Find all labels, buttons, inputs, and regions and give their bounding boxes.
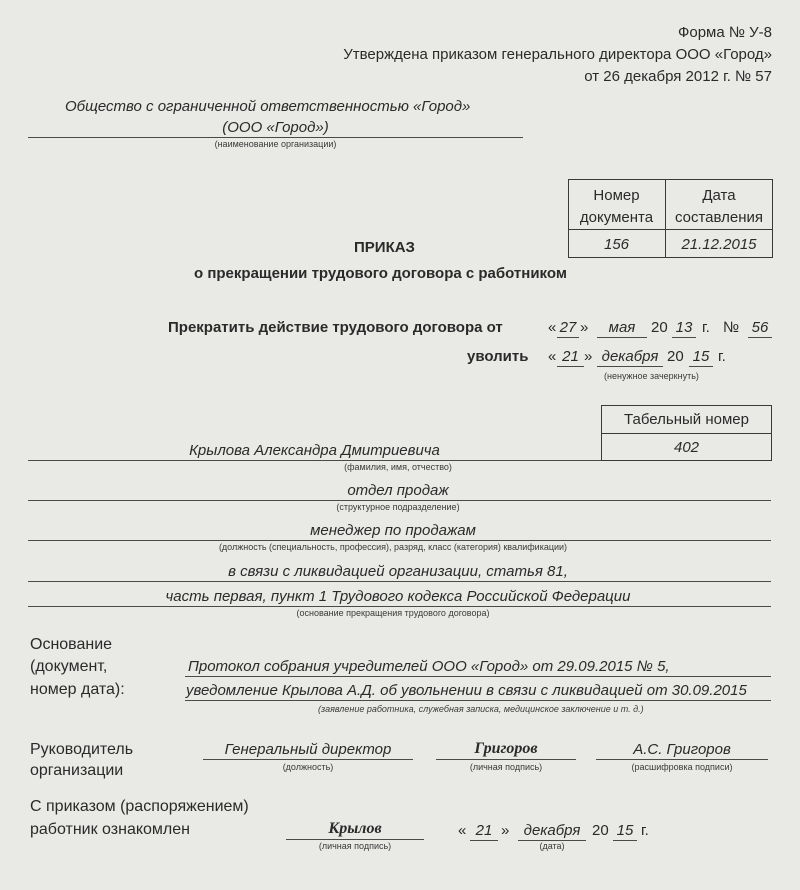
reason-line-2: часть первая, пункт 1 Трудового кодекса Российской Федерации <box>165 588 631 605</box>
employee-name-caption: (фамилия, имя, отчество) <box>344 462 452 472</box>
reason-line-1: в связи с ликвидацией организации, статья 81, <box>228 563 568 580</box>
order-subtitle: о прекращении трудового договора с работником <box>194 265 567 282</box>
approval-date: от 26 декабря 2012 г. № 57 <box>584 68 772 85</box>
doc-date-value: 21.12.2015 <box>681 235 757 253</box>
position-underline <box>28 540 771 541</box>
terminate-month: мая <box>608 319 636 336</box>
terminate-day-underline <box>557 337 579 338</box>
head-decoding-underline <box>596 759 768 760</box>
dismiss-close-quote: » <box>584 348 593 365</box>
basis-label-2: (документ, <box>30 658 108 675</box>
terminate-year-suffix: 13 <box>675 319 693 336</box>
dismiss-open-quote: « <box>548 348 557 365</box>
position-caption: (должность (специальность, профессия), разряд, класс (категория) квалификации) <box>218 542 568 552</box>
department-underline <box>28 500 771 501</box>
ack-month: декабря <box>523 822 581 839</box>
basis-line-1: Протокол собрания учредителей ООО «Город» от 29.09.2015 № 5, <box>188 658 670 675</box>
basis-caption: (заявление работника, служебная записка, медицинское заключение и т. д.) <box>318 704 644 714</box>
ack-open-quote: « <box>458 822 467 839</box>
terminate-label: Прекратить действие трудового договора от <box>168 319 503 336</box>
ack-signature-caption: (личная подпись) <box>318 841 392 851</box>
ack-year-prefix: 20 <box>592 822 609 839</box>
dismiss-month-underline <box>597 366 663 367</box>
ack-close-quote: » <box>501 822 510 839</box>
head-name-decoding: А.С. Григоров <box>633 741 731 758</box>
dismiss-day-underline <box>557 366 584 367</box>
tabel-number-value: 402 <box>673 439 700 456</box>
org-short-name: (ООО «Город») <box>222 119 329 136</box>
head-label-1: Руководитель <box>30 741 134 758</box>
reason-line-1-underline <box>28 581 771 582</box>
ack-signature: Крылов <box>328 820 382 837</box>
order-title: ПРИКАЗ <box>354 239 415 256</box>
ack-year-unit: г. <box>641 822 649 839</box>
org-underline <box>28 137 523 138</box>
doc-date-header-1: Дата <box>702 186 736 204</box>
head-position: Генеральный директор <box>224 741 392 758</box>
basis-line-2-underline <box>185 700 771 701</box>
doc-date-header-2: составления <box>674 208 764 226</box>
terminate-month-underline <box>597 337 647 338</box>
position: менеджер по продажам <box>310 522 476 539</box>
doc-number-header-1: Номер <box>593 186 640 204</box>
ack-day-underline <box>470 840 498 841</box>
doc-number-value: 156 <box>603 235 630 253</box>
approval-text: Утверждена приказом генерального директора ООО «Город» <box>343 46 772 63</box>
terminate-year-prefix: 20 <box>651 319 668 336</box>
ack-label-1: С приказом (распоряжением) <box>30 798 249 815</box>
reason-caption: (основание прекращения трудового договора) <box>296 608 490 618</box>
ack-year-underline <box>613 840 637 841</box>
dismiss-year-underline <box>689 366 713 367</box>
basis-label-1: Основание <box>30 636 113 653</box>
head-signature: Григоров <box>474 740 538 757</box>
terminate-year-unit: г. <box>702 319 710 336</box>
head-label-2: организации <box>30 762 124 779</box>
ack-signature-underline <box>286 839 424 840</box>
basis-label-3: номер дата): <box>30 681 125 698</box>
tabel-number-header: Табельный номер <box>624 411 749 428</box>
dismiss-caption: (ненужное зачеркнуть) <box>604 371 699 381</box>
terminate-year-underline <box>672 337 696 338</box>
terminate-open-quote: « <box>548 319 557 336</box>
head-position-caption: (должность) <box>282 762 334 772</box>
basis-line-2: уведомление Крылова А.Д. об увольнении в связи с ликвидацией от 30.09.2015 <box>186 682 747 699</box>
ack-day: 21 <box>475 822 493 839</box>
dismiss-year-suffix: 15 <box>692 348 710 365</box>
head-position-underline <box>203 759 413 760</box>
head-signature-caption: (личная подпись) <box>469 762 543 772</box>
form-number: Форма № У-8 <box>677 24 772 41</box>
org-caption: (наименование организации) <box>214 139 337 149</box>
dismiss-label: уволить <box>467 348 529 365</box>
head-decoding-caption: (расшифровка подписи) <box>631 762 733 772</box>
employee-name: Крылова Александра Дмитриевича <box>189 442 440 459</box>
ack-date-caption: (дата) <box>539 841 565 851</box>
department-caption: (структурное подразделение) <box>336 502 460 512</box>
department: отдел продаж <box>347 482 449 499</box>
doc-number-header-2: документа <box>579 208 654 226</box>
ack-label-2: работник ознакомлен <box>30 821 190 838</box>
head-signature-underline <box>436 759 576 760</box>
org-name: Общество с ограниченной ответственностью «Город» <box>65 98 471 115</box>
terminate-number: 56 <box>751 319 769 336</box>
dismiss-year-prefix: 20 <box>667 348 684 365</box>
dismiss-month: декабря <box>601 348 659 365</box>
employee-name-underline <box>28 460 601 461</box>
terminate-number-underline <box>748 337 772 338</box>
basis-line-1-underline <box>185 676 771 677</box>
terminate-day: 27 <box>559 319 577 336</box>
reason-line-2-underline <box>28 606 771 607</box>
terminate-close-quote: » <box>580 319 589 336</box>
dismiss-day: 21 <box>562 348 579 365</box>
ack-year-suffix: 15 <box>616 822 634 839</box>
dismiss-year-unit: г. <box>718 348 726 365</box>
terminate-number-label: № <box>723 319 740 336</box>
